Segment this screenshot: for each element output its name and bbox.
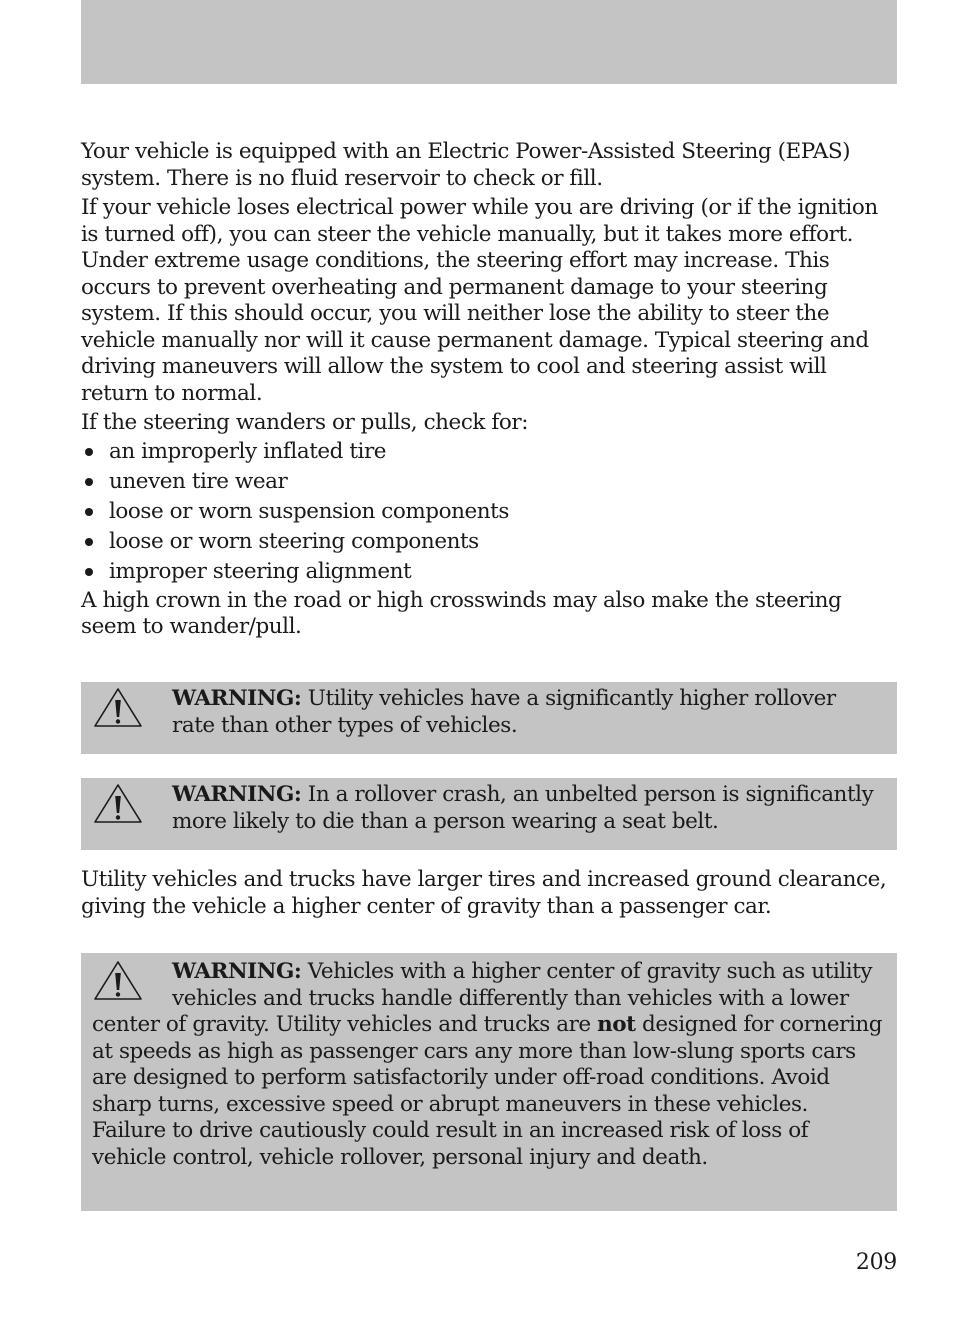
bullet-icon	[85, 448, 93, 456]
list-item: improper steering alignment	[81, 558, 899, 588]
warning-triangle-icon	[92, 782, 150, 830]
center-of-gravity-paragraph: Utility vehicles and trucks have larger tires and increased ground clearance, giving the vehicle a higher center of gravity than a passenger car.	[81, 867, 887, 919]
header-bar	[81, 0, 897, 84]
warning-box-rollover-rate	[81, 682, 897, 754]
main-content	[81, 139, 899, 644]
warning-text: In a rollover crash, an unbelted person is significantly more likely to die than a person wearing a seat belt.	[172, 782, 874, 834]
warning-emphasis: not	[597, 1012, 636, 1037]
warning-box-center-of-gravity	[81, 953, 897, 1211]
list-item: loose or worn steering components	[81, 528, 899, 558]
warning-text: designed for cornering at speeds as high as passenger cars any more than low-slung sports cars are designed to perform satisfactorily under off-road conditions. Avoid sharp turns, excessive speed or abrupt maneuvers in these vehicles. Failure to drive cautiously could result in an increased risk of loss of vehicle control, vehicle rollover, personal injury and death.	[92, 1012, 883, 1170]
crown-paragraph: A high crown in the road or high crosswinds may also make the steering seem to wander/pull.	[81, 587, 842, 639]
steering-checklist	[81, 438, 899, 588]
epas-intro-paragraph: Your vehicle is equipped with an Electric Power-Assisted Steering (EPAS) system. There is no fluid reservoir to check or fill.	[81, 139, 851, 191]
bullet-icon	[85, 508, 93, 516]
warning-box-seat-belt	[81, 778, 897, 850]
list-item: loose or worn suspension components	[81, 498, 899, 528]
page-number: 209	[855, 1250, 897, 1275]
power-loss-paragraph: If your vehicle loses electrical power while you are driving (or if the ignition is turned off), you can steer the vehicle manually, but it takes more effort. Under extreme usage conditions, the steering effort may increase. This occurs to prevent overheating and permanent damage to your steering system. If this should occur, you will neither lose the ability to steer the vehicle manually nor will it cause permanent damage. Typical steering and driving maneuvers will allow the system to cool and steering assist will return to normal.	[81, 195, 878, 406]
warning-label: WARNING:	[172, 959, 302, 984]
warning-triangle-icon	[92, 686, 150, 734]
warning-text: Utility vehicles have a significantly higher rollover rate than other types of vehicles.	[172, 686, 836, 738]
list-item: an improperly inflated tire	[81, 438, 899, 468]
warning-label: WARNING:	[172, 686, 302, 711]
warning-triangle-icon	[92, 959, 150, 1007]
bullet-icon	[85, 568, 93, 576]
checklist-intro: If the steering wanders or pulls, check for:	[81, 410, 529, 435]
warning-text: Vehicles with a higher center of gravity such as utility vehicles and trucks handle differently than vehicles with a lower center of gravity. Utility vehicles and trucks are	[92, 959, 873, 1037]
list-item: uneven tire wear	[81, 468, 899, 498]
bullet-icon	[85, 538, 93, 546]
warning-label: WARNING:	[172, 782, 302, 807]
bullet-icon	[85, 478, 93, 486]
